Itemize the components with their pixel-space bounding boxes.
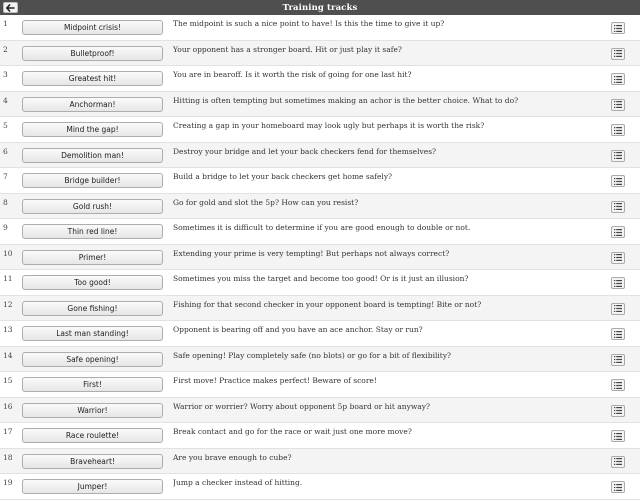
track-row	[0, 449, 640, 475]
list-icon	[614, 178, 622, 185]
track-details-button[interactable]	[611, 277, 625, 289]
track-description: Build a bridge to let your back checkers get home safely?	[173, 172, 393, 181]
track-description: Are you brave enough to cube?	[173, 452, 292, 462]
track-details-button[interactable]	[611, 175, 625, 187]
list-icon	[614, 76, 622, 83]
track-number: 18	[3, 452, 13, 462]
track-button[interactable]: Bulletproof!	[22, 46, 163, 61]
track-details-button[interactable]	[611, 48, 625, 60]
track-row	[0, 168, 640, 194]
track-details-button[interactable]	[611, 150, 625, 162]
list-icon	[614, 280, 622, 287]
track-button[interactable]: Too good!	[22, 275, 163, 290]
track-description: Safe opening! Play completely safe (no blots) or go for a bit of flexibility?	[173, 350, 452, 360]
track-button[interactable]: Mind the gap!	[22, 122, 163, 137]
track-description: Go for gold and slot the 5p? How can you resist?	[173, 197, 359, 207]
track-description: Sometimes you miss the target and become too good! Or is it just an illusion?	[173, 274, 469, 283]
track-row	[0, 194, 640, 220]
track-row	[0, 398, 640, 424]
track-button[interactable]: Greatest hit!	[22, 71, 163, 86]
track-number: 5	[3, 121, 8, 130]
track-details-button[interactable]	[611, 405, 625, 417]
track-description: Fishing for that second checker in your opponent board is tempting! Bite or not?	[173, 299, 482, 309]
track-row	[0, 423, 640, 449]
list-icon	[614, 458, 622, 465]
track-number: 7	[3, 172, 8, 181]
track-row	[0, 66, 640, 92]
track-row	[0, 41, 640, 67]
list-icon	[614, 50, 622, 57]
list-icon	[614, 25, 622, 32]
track-button[interactable]: Last man standing!	[22, 326, 163, 341]
track-number: 16	[3, 401, 13, 411]
track-details-button[interactable]	[611, 73, 625, 85]
list-icon	[614, 254, 622, 261]
track-description: Hitting is often tempting but sometimes making an achor is the better choice. What to do?	[173, 95, 519, 105]
track-number: 10	[3, 248, 13, 258]
list-icon	[614, 407, 622, 414]
track-number: 12	[3, 299, 13, 309]
top-bar	[0, 0, 640, 15]
track-details-button[interactable]	[611, 22, 625, 34]
track-details-button[interactable]	[611, 481, 625, 493]
track-description: Destroy your bridge and let your back checkers fend for themselves?	[173, 146, 437, 156]
track-row	[0, 474, 640, 500]
track-button[interactable]: Jumper!	[22, 479, 163, 494]
track-number: 17	[3, 427, 13, 436]
track-button[interactable]: Bridge builder!	[22, 173, 163, 188]
track-row	[0, 143, 640, 169]
page-title: Training tracks	[282, 2, 358, 13]
list-icon	[614, 229, 622, 236]
track-row	[0, 296, 640, 322]
track-number: 1	[3, 19, 8, 28]
track-details-button[interactable]	[611, 328, 625, 340]
track-button[interactable]: Anchorman!	[22, 97, 163, 112]
track-button[interactable]: Demolition man!	[22, 148, 163, 163]
track-row	[0, 92, 640, 118]
track-description: The midpoint is such a nice point to have! Is this the time to give it up?	[173, 19, 445, 28]
list-icon	[614, 433, 622, 440]
track-row	[0, 372, 640, 398]
track-description: You are in bearoff. Is it worth the risk of going for one last hit?	[173, 70, 412, 79]
track-description: Your opponent has a stronger board. Hit or just play it safe?	[173, 44, 402, 54]
track-details-button[interactable]	[611, 252, 625, 264]
track-button[interactable]: Warrior!	[22, 403, 163, 418]
list-icon	[614, 484, 622, 491]
track-number: 13	[3, 325, 13, 334]
track-button[interactable]: Safe opening!	[22, 352, 163, 367]
track-details-button[interactable]	[611, 379, 625, 391]
list-icon	[614, 101, 622, 108]
track-description: First move! Practice makes perfect! Beware of score!	[173, 376, 377, 385]
track-row	[0, 321, 640, 347]
track-row	[0, 347, 640, 373]
list-icon	[614, 356, 622, 363]
track-button[interactable]: Braveheart!	[22, 454, 163, 469]
track-number: 3	[3, 70, 8, 79]
list-icon	[614, 382, 622, 389]
track-details-button[interactable]	[611, 99, 625, 111]
track-details-button[interactable]	[611, 303, 625, 315]
track-details-button[interactable]	[611, 124, 625, 136]
list-icon	[614, 203, 622, 210]
track-button[interactable]: Primer!	[22, 250, 163, 265]
track-row	[0, 245, 640, 271]
track-button[interactable]: Thin red line!	[22, 224, 163, 239]
track-description: Break contact and go for the race or wait just one more move?	[173, 427, 412, 436]
track-description: Sometimes it is difficult to determine if you are good enough to double or not.	[173, 223, 471, 232]
list-icon	[614, 152, 622, 159]
track-details-button[interactable]	[611, 430, 625, 442]
list-icon	[614, 127, 622, 134]
track-row	[0, 117, 640, 143]
track-number: 19	[3, 478, 13, 487]
back-button[interactable]	[3, 2, 18, 13]
track-details-button[interactable]	[611, 226, 625, 238]
track-row	[0, 270, 640, 296]
track-description: Creating a gap in your homeboard may look ugly but perhaps it is worth the risk?	[173, 121, 485, 130]
track-description: Warrior or worrier? Worry about opponent 5p board or hit anyway?	[173, 401, 430, 411]
track-details-button[interactable]	[611, 456, 625, 468]
track-number: 9	[3, 223, 8, 232]
track-button[interactable]: Gold rush!	[22, 199, 163, 214]
track-button[interactable]: Race roulette!	[22, 428, 163, 443]
track-number: 2	[3, 44, 8, 54]
track-number: 15	[3, 376, 13, 385]
track-description: Opponent is bearing off and you have an ace anchor. Stay or run?	[173, 325, 423, 334]
track-row	[0, 219, 640, 245]
track-description: Extending your prime is very tempting! But perhaps not always correct?	[173, 248, 450, 258]
track-number: 6	[3, 146, 8, 156]
track-number: 8	[3, 197, 8, 207]
list-icon	[614, 305, 622, 312]
track-number: 4	[3, 95, 8, 105]
track-number: 14	[3, 350, 13, 360]
track-description: Jump a checker instead of hitting.	[173, 478, 303, 487]
arrow-left-icon	[6, 4, 15, 12]
track-button[interactable]: Gone fishing!	[22, 301, 163, 316]
track-row	[0, 15, 640, 41]
track-list	[0, 15, 640, 500]
track-button[interactable]: Midpoint crisis!	[22, 20, 163, 35]
track-number: 11	[3, 274, 13, 283]
track-details-button[interactable]	[611, 354, 625, 366]
track-details-button[interactable]	[611, 201, 625, 213]
list-icon	[614, 331, 622, 338]
track-button[interactable]: First!	[22, 377, 163, 392]
